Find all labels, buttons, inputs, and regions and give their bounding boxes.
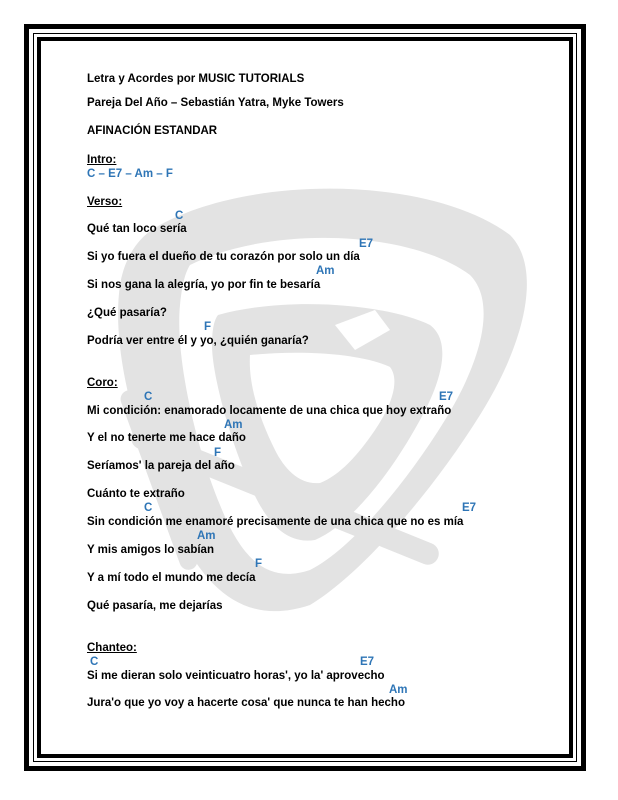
lyric-line: Qué tan loco sería	[87, 223, 187, 235]
tuning-line: AFINACIÓN ESTANDAR	[87, 125, 218, 137]
lyric-line: Podría ver entre él y yo, ¿quién ganaría?	[87, 335, 309, 347]
intro-chords: C – E7 – Am – F	[87, 168, 173, 180]
lyric-line: Y mis amigos lo sabían	[87, 544, 214, 556]
lyric-line: Y el no tenerte me hace daño	[87, 432, 246, 444]
chord-label: C	[144, 502, 153, 514]
song-title: Pareja Del Año – Sebastián Yatra, Myke Towers	[87, 97, 344, 109]
chord-label: C	[175, 210, 184, 222]
lyric-line: Mi condición: enamorado locamente de una chica que hoy extraño	[87, 405, 452, 417]
chord-label: E7	[359, 238, 374, 250]
lyric-line: Y a mí todo el mundo me decía	[87, 572, 256, 584]
chord-label: Am	[224, 419, 243, 431]
lyric-line: Si nos gana la alegría, yo por fin te besaría	[87, 279, 321, 291]
chord-label: Am	[197, 530, 216, 542]
chanteo-heading: Chanteo:	[87, 642, 137, 654]
chord-label: Am	[316, 265, 335, 277]
lyric-line: Si yo fuera el dueño de tu corazón por solo un día	[87, 251, 360, 263]
intro-heading: Intro:	[87, 154, 117, 166]
verso-heading: Verso:	[87, 196, 123, 208]
chord-label: F	[255, 558, 263, 570]
chord-label: C	[144, 391, 153, 403]
lyric-line: Cuánto te extraño	[87, 488, 185, 500]
coro-heading: Coro:	[87, 377, 118, 389]
chord-label: F	[204, 321, 212, 333]
chord-label: E7	[462, 502, 477, 514]
chord-label: E7	[439, 391, 454, 403]
chord-label: C	[90, 656, 99, 668]
lyric-line: Sin condición me enamoré precisamente de una chica que no es mía	[87, 516, 464, 528]
chord-label: E7	[360, 656, 375, 668]
lyric-line: Qué pasaría, me dejarías	[87, 600, 223, 612]
lyric-line: ¿Qué pasaría?	[87, 307, 167, 319]
lyric-line: Seríamos' la pareja del año	[87, 460, 235, 472]
lyric-line: Jura'o que yo voy a hacerte cosa' que nunca te han hecho	[87, 697, 405, 709]
chord-label: F	[214, 447, 222, 459]
chord-label: Am	[389, 684, 408, 696]
credit-line: Letra y Acordes por MUSIC TUTORIALS	[87, 73, 305, 85]
lyric-line: Si me dieran solo veinticuatro horas', yo la' aprovecho	[87, 670, 385, 682]
